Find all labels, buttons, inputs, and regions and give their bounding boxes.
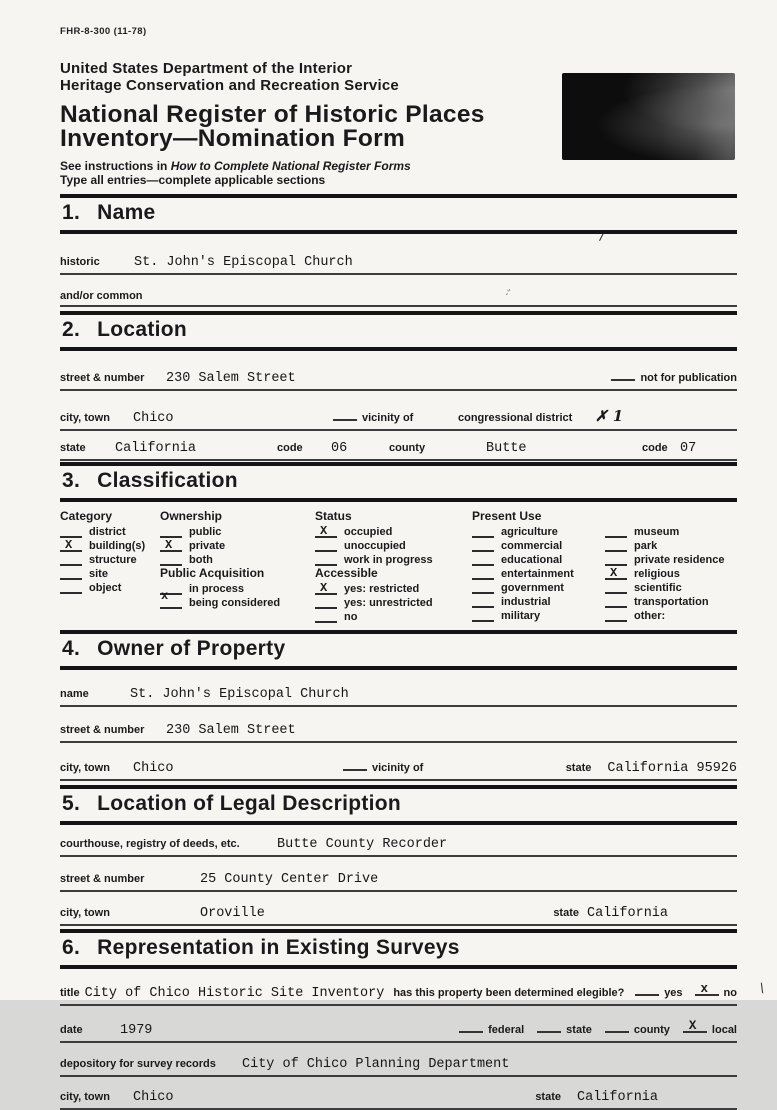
checkbox-private-residence: private residence	[605, 552, 737, 566]
form-number: FHR-8-300 (11-78)	[60, 26, 147, 37]
survey-city-label: city, town	[60, 1091, 110, 1103]
section-2-number: 2.	[62, 318, 81, 341]
state-label: state	[60, 442, 86, 454]
legal-street-label: street & number	[60, 873, 145, 885]
county-label: county	[389, 442, 426, 454]
section-1-title: Name	[97, 201, 156, 224]
section-5-title: Location of Legal Description	[97, 792, 402, 815]
vicinity-label: vicinity of	[362, 412, 414, 424]
street-label: street & number	[60, 372, 145, 384]
buildings-blank: X	[60, 541, 82, 552]
field-legal-street	[60, 872, 737, 892]
section-3-title: Classification	[97, 469, 238, 492]
not-for-publication-blank	[611, 368, 635, 381]
state-chk-blank	[537, 1020, 561, 1033]
county-chk-label: county	[633, 1024, 670, 1036]
checkbox-commercial: commercial	[472, 538, 602, 552]
present-use-column-b	[605, 509, 737, 622]
military-blank	[472, 611, 494, 622]
checkbox-religious: X religious	[605, 566, 737, 580]
owner-vicinity-label: vicinity of	[372, 762, 424, 774]
depository-value: City of Chico Planning Department	[242, 1057, 510, 1072]
form-title-line-1: National Register of Historic Places	[60, 101, 485, 128]
section-1-header	[60, 194, 737, 234]
no-blank	[315, 612, 337, 623]
owner-vicinity-blank	[343, 758, 367, 771]
historic-value: St. John's Episcopal Church	[134, 255, 353, 270]
category-column	[60, 509, 156, 594]
checkbox-object: object	[60, 580, 156, 594]
checkbox-public: public	[160, 524, 312, 538]
checkbox-park: park	[605, 538, 737, 552]
checkbox-occupied: X occupied	[315, 524, 467, 538]
field-courthouse	[60, 837, 737, 857]
occupied-blank: X	[315, 527, 337, 538]
section-2-title: Location	[97, 318, 188, 341]
other-blank	[605, 611, 627, 622]
county-code-value: 07	[680, 441, 697, 456]
street-value: 230 Salem Street	[166, 371, 296, 386]
federal-blank	[459, 1020, 483, 1033]
survey-title-label: title	[60, 987, 80, 999]
form-instructions	[60, 159, 737, 187]
section-3-header	[60, 462, 737, 502]
legal-city-value: Oroville	[200, 906, 265, 921]
scan-artifact-squiggle: -''	[503, 287, 513, 299]
checkbox-both: both	[160, 552, 312, 566]
checkbox-buildings: X building(s)	[60, 538, 156, 552]
checkbox-government: government	[472, 580, 602, 594]
structure-blank	[60, 555, 82, 566]
site-blank	[60, 569, 82, 580]
county-code-label: code	[642, 442, 668, 454]
checkbox-museum: museum	[605, 524, 737, 538]
survey-city-value: Chico	[133, 1090, 174, 1105]
county-chk-blank	[605, 1020, 629, 1033]
section-2-header	[60, 311, 737, 351]
vicinity-blank	[333, 408, 357, 421]
agency-line-2: Heritage Conservation and Recreation Service	[60, 77, 399, 94]
government-blank	[472, 583, 494, 594]
city-label: city, town	[60, 412, 110, 424]
eligible-no-blank: x	[695, 983, 719, 996]
section-4-number: 4.	[62, 637, 81, 660]
owner-state-label: state	[565, 762, 592, 774]
work-in-progress-blank	[315, 555, 337, 566]
scientific-blank	[605, 583, 627, 594]
local-label: local	[711, 1024, 737, 1036]
checkbox-structure: structure	[60, 552, 156, 566]
commercial-blank	[472, 541, 494, 552]
in-process-blank: x	[160, 584, 182, 595]
state-code-value: 06	[331, 441, 348, 456]
section-4-title: Owner of Property	[97, 637, 286, 660]
field-owner-name	[60, 687, 737, 707]
eligible-yes-label: yes	[664, 987, 683, 999]
section-5-number: 5.	[62, 792, 81, 815]
field-street-number	[60, 368, 737, 391]
scan-artifact-slash: /	[598, 227, 606, 245]
instruction-line-1: See instructions in How to Complete National Register Forms	[60, 159, 411, 173]
being-considered-blank	[160, 598, 182, 609]
field-common-name	[60, 290, 737, 307]
owner-name-value: St. John's Episcopal Church	[130, 687, 349, 702]
local-blank: X	[683, 1020, 707, 1033]
entertainment-blank	[472, 569, 494, 580]
field-depository	[60, 1057, 737, 1077]
not-for-publication-label: not for publication	[640, 372, 737, 384]
depository-label: depository for survey records	[60, 1058, 216, 1070]
checkbox-agriculture: agriculture	[472, 524, 602, 538]
public-blank	[160, 527, 182, 538]
classification-grid	[60, 509, 737, 623]
field-legal-city	[60, 906, 737, 926]
checkbox-military: military	[472, 608, 602, 622]
section-6-header	[60, 929, 737, 969]
private-blank: X	[160, 541, 182, 552]
checkbox-scientific: scientific	[605, 580, 737, 594]
district-blank	[60, 527, 82, 538]
legal-state-label: state	[553, 907, 579, 919]
checkbox-other: other:	[605, 608, 737, 622]
congressional-district-value: ✗ 1	[595, 407, 624, 425]
legal-city-label: city, town	[60, 907, 110, 919]
courthouse-label: courthouse, registry of deeds, etc.	[60, 838, 240, 850]
scan-artifact-backslash: \	[758, 979, 765, 997]
checkbox-industrial: industrial	[472, 594, 602, 608]
form-title-line-2: Inventory—Nomination Form	[60, 125, 406, 152]
checkbox-district: district	[60, 524, 156, 538]
field-owner-street	[60, 723, 737, 743]
state-value: California	[115, 441, 197, 456]
status-column	[315, 509, 467, 623]
object-blank	[60, 583, 82, 594]
private-residence-blank	[605, 555, 627, 566]
unoccupied-blank	[315, 541, 337, 552]
field-survey-city	[60, 1090, 737, 1110]
checkbox-entertainment: entertainment	[472, 566, 602, 580]
section-5-header	[60, 785, 737, 825]
field-state-county	[60, 441, 737, 461]
field-city-town	[60, 407, 737, 431]
field-survey-date	[60, 1020, 737, 1043]
county-value: Butte	[486, 441, 527, 456]
present-use-column-a	[472, 509, 602, 622]
transportation-blank	[605, 597, 627, 608]
ownership-header: Ownership	[160, 509, 223, 523]
legal-state-value: California	[587, 906, 669, 921]
instruction-line-2: Type all entries—complete applicable sections	[60, 173, 326, 187]
checkbox-site: site	[60, 566, 156, 580]
agriculture-blank	[472, 527, 494, 538]
field-historic-name	[60, 255, 737, 275]
yes-restricted-blank: X	[315, 584, 337, 595]
agency-line-1: United States Department of the Interior	[60, 60, 353, 77]
checkbox-yes-unrestricted: yes: unrestricted	[315, 595, 467, 609]
park-blank	[605, 541, 627, 552]
historic-label: historic	[60, 256, 100, 268]
field-survey-title	[60, 983, 737, 1006]
ownership-column	[160, 509, 312, 609]
section-1-number: 1.	[62, 201, 81, 224]
checkbox-transportation: transportation	[605, 594, 737, 608]
form-title	[60, 103, 737, 151]
checkbox-unoccupied: unoccupied	[315, 538, 467, 552]
survey-date-value: 1979	[120, 1023, 153, 1038]
owner-street-label: street & number	[60, 724, 145, 736]
museum-blank	[605, 527, 627, 538]
owner-state-value: California 95926	[607, 761, 737, 776]
accessible-header: Accessible	[315, 566, 378, 580]
owner-name-label: name	[60, 688, 89, 700]
federal-label: federal	[488, 1024, 525, 1036]
eligible-question-label: has this property been determined elegible?	[393, 987, 625, 999]
eligible-no-label: no	[723, 987, 737, 999]
state-code-label: code	[277, 442, 303, 454]
checkbox-no: no	[315, 609, 467, 623]
courthouse-value: Butte County Recorder	[277, 837, 448, 852]
yes-unrestricted-blank	[315, 598, 337, 609]
religious-blank: X	[605, 569, 627, 580]
checkbox-in-process: x in process	[161, 583, 245, 603]
section-4-header	[60, 630, 737, 670]
checkbox-work-in-progress: work in progress	[315, 552, 467, 566]
public-acquisition-header: Public Acquisition	[160, 566, 265, 580]
common-label: and/or common	[60, 290, 143, 302]
checkbox-private: X private	[160, 538, 312, 552]
section-6-title: Representation in Existing Surveys	[97, 936, 460, 959]
section-3-number: 3.	[62, 469, 81, 492]
owner-city-value: Chico	[133, 761, 174, 776]
survey-state-label: state	[535, 1091, 561, 1103]
industrial-blank	[472, 597, 494, 608]
checkbox-yes-restricted: X yes: restricted	[315, 581, 467, 595]
educational-blank	[472, 555, 494, 566]
survey-state-value: California	[577, 1090, 659, 1105]
category-header: Category	[60, 509, 113, 523]
checkbox-being-considered: being considered	[160, 595, 312, 609]
checkbox-educational: educational	[472, 552, 602, 566]
section-6-number: 6.	[62, 936, 81, 959]
owner-street-value: 230 Salem Street	[166, 723, 296, 738]
congressional-district-label: congressional district	[458, 412, 573, 424]
city-value: Chico	[133, 411, 174, 426]
field-owner-city	[60, 758, 737, 781]
state-chk-label: state	[566, 1024, 592, 1036]
agency-name	[60, 60, 737, 94]
legal-street-value: 25 County Center Drive	[200, 872, 379, 887]
eligible-yes-blank	[635, 983, 659, 996]
present-use-header: Present Use	[472, 509, 542, 523]
survey-date-label: date	[60, 1024, 83, 1036]
owner-city-label: city, town	[60, 762, 110, 774]
survey-title-value: City of Chico Historic Site Inventory	[84, 986, 385, 1001]
both-blank	[160, 555, 182, 566]
status-header: Status	[315, 509, 352, 523]
